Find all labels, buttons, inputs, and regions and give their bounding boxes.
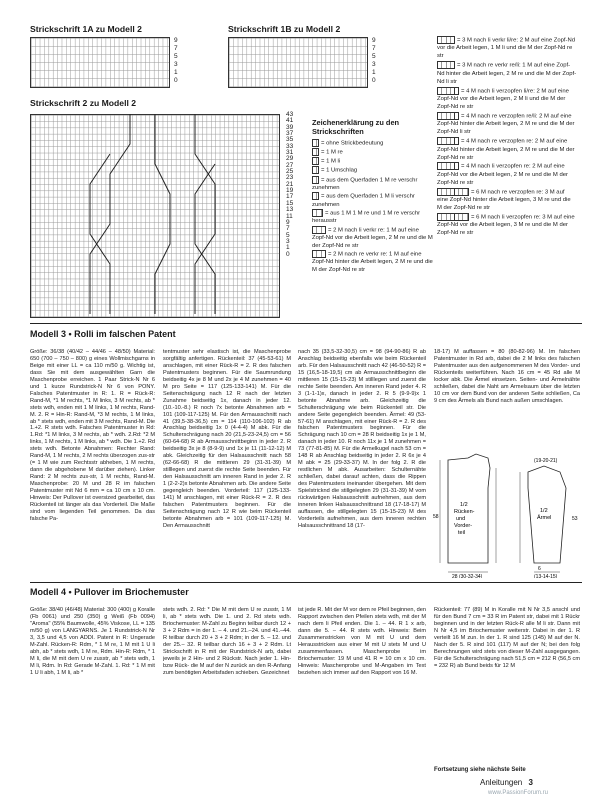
dim-13: (13-14-15)	[534, 574, 558, 578]
modell-3-col-4: 18-17) M auffassen = 80 (80-82-96) M. Im falschen Patentmuster in Rd arb, dabei die 2 M links des falschen Patentmuster aus den aufgenommenen M des Vorder- und Rückenteils weiterführen. Nach 16 cm = 45 Rd alle M locker abk. Die Ärmel einsetzen. Seiten- und Ärmelnähte schließen, dabei die Naht am Armelsaum über die letzten 10 cm vor dem Bund von der anderen Seite schließen, Ca 9 cm des Ärmels als Bund nach außen umschlagen.	[434, 349, 580, 404]
modell-4-col-2: stets wdh. 2. Rd: * Die M mit dem U re zusstr, 1 M li, ab * stets wdh. Die 1. und 2. Rd stets wdh. Briochemuster: M-Zahl zu Beginn teilbar durch 12 + 3 + 2 Rdm = in der 1. – 4. und 21.–24. und 41.–44. R teilbar durch 20 + 3 + 2 Rdm; in der 5. – 12. und der 25.– 32. R teilbar durch 16 + 3 + 2 Rdm. Lt Strickschrift in R mit der Rundstrick-N arb, dabei jeweils je 2 Hin- und 2 Rückstr. Nach jeder 1. Hin- bzw Rück- die M auf der N zurück an den R-Anfang zum benötigten Arbeitsfaden schieben. Gezeichnet	[163, 607, 291, 676]
schematic-diagram	[430, 448, 582, 578]
continued-note: Fortsetzung siehe nächste Seite	[434, 767, 526, 773]
legend-item: = 6 M nach re verzopfen re: 3 M auf eine Zopf-Nd hinter die Arbeit legen, 3 M re und die M der Zopf-Nd re str	[437, 189, 571, 212]
modell-4-title: Modell 4 • Pullover im Briochemuster	[30, 587, 189, 597]
chart-1b-title: Strickschrift 1B zu Modell 2	[228, 24, 341, 34]
legend-item: = 1 M re	[312, 148, 434, 157]
legend-item: = 6 M nach li verzopfen re: 3 M auf eine Zopf-Nd vor die Arbeit legen, 3 M re und die M der Zopf-Nd re str	[437, 214, 575, 237]
dim-58: 58	[433, 514, 439, 520]
footer-label: Anleitungen	[480, 778, 523, 787]
dim-28: 28 (30-32-34)	[452, 574, 483, 578]
legend-item: = 3 M nach re verkr re/li: 1 M auf eine Zopf-Nd hinter die Arbeit legen, 2 M re und die M der Zopf-Nd li str	[437, 62, 577, 85]
legend-item: = 1 Umschlag	[312, 166, 434, 175]
chart-1b-row-numbers: 9 7 5 3 1 0	[372, 37, 376, 84]
chart-1a-grid	[30, 37, 170, 88]
legend-item: = 2 M nach li verkr re: 1 M auf eine Zopf-Nd vor die Arbeit legen, 2 M re und die M der Zopf-Nd re str	[312, 227, 433, 249]
modell-3-col-2: tentmuster sehr elastisch ist, die Maschenprobe sorgfältig anfertigen. Rückenteil: 37 (45-53-61) M anschlagen, mit einer Rück-R = 2. R des falschen Patentmusters beginnen. Für die Saumrundung beidseitig 4x je 8 M und 2x je 4 M zunehmen = 40 M pro Seite = 117 (125-133-141) M. Für die Seitenschrägung nach 12 R nach der letzten Zunahme beidseitig 1x, danach in jeder 12. (10.-10.-8.) R noch 7x betonte Abnahmen arb = 101 (109-117-125) M. Für den Armausschnitt nach 41 (39,5-38-36,5) cm = 114 (110-106-102) R ab Anschlag beidseitig 1x 0 (4-4-4) M abk. Für die Schulterschrägung nach 20 (21,5-23-24,5) cm = 56 (60-64-68) R ab Armausschnittbeginn in jeder 2. R beidseitig 3x je 8 (8-9-9) und 1x je 11 (11-12-12) M abk. Gleichzeitig für den Halsausschnitt nach 58 (62-66-68) R die mittleren 29 (31-31-39) M stilllegen und zuerst die rechte Seite beenden. Für den Halsausschnitt am inneren Rand in jeder 2. R 1 (2-2-2)x betonte Abnahmen arb. Die andere Seite gegengleich beenden. Vorderteil: 117 (125-133-141) M anschlagen, mit einer Rück-R = 2. R des falschen Patentmusters beginnen. Für die Seitenschrägung nach 12 R wie beim Rückenteil betonte Abnahmen arb = 101 (109-117-125) M. Den Armausschnitt	[163, 349, 291, 529]
legend	[312, 118, 434, 275]
diagram-label-sleeve: 1/2 Ärmel	[537, 508, 552, 521]
chart-1a-title: Strickschrift 1A zu Modell 2	[30, 24, 142, 34]
legend-title: Zeichenerklärung zu den Strickschriften	[312, 118, 400, 136]
legend-item: = 4 M nach li verzopfen li/re: 2 M auf eine Zopf-Nd vor die Arbeit legen, 2 M li und die M der Zopf-Nd re str	[437, 88, 569, 110]
legend-item: = 2 M nach re verkr re: 1 M auf eine Zopf-Nd hinter die Arbeit legen, 2 M re und die M der Zopf-Nd re str	[312, 251, 433, 273]
modell-3-col-1: Größe: 36/38 (40/42 – 44/46 – 48/50) Material: 650 (700 – 750 – 800) g eines Wollmischgarns in Beige mit einer LL = ca 110 m/50 g. Wichtig ist, dass Sie mit dem ausgewählten Garn die Maschenprobe erreichen. 1 Paar Strick-N Nr 6 und 1 kurze Rundstrick-N Nr 6 von PONY. Falsches Patentmuster in R: 1. R = Rück-R: Rand-M, *1 M rechts, *1 M links, 3 M rechts, ab * stets wdh, enden mit 1 M links, 1 M rechts, Rand-M. 2. R = Hin-R: Rand-M, *3 M rechts, 1 M links, ab * stets wdh, enden mit 3 M rechts, Rand-M. Die 1.+2. R stets wdh. Falsches Patentmuster in Rd: 1.Rd: *1 M links, 3 M rechts, ab * wdh. 2.Rd: *2 M links, 1 M rechts, 1 M links, ab * wdh. Die 1.+2. Rd stets wdh. Betonte Abnahmen: Rechter Rand: Rand-M, 1 M rechts, 2 M rechts überzogen zus-str (= 1 M wie zum Rechtsstr abheben, 1 M rechts, dann die abgehobene M darüber ziehen). Linker Rand: 2 M rechts zus-str, 1 M rechts, Rand-M. Maschenprobe: 20 M und 28 R im falschen Patentmuster mit Nd 6 mm = ca 10 cm x 10 cm. Hinweis: Der Pullover ist oversized gearbeitet, das Rückenteil ist länger als das Vorderteil. Die Maße sind vom liegenden Teil genommen. Da das falsche Pa-	[30, 349, 155, 522]
section-rule	[30, 323, 582, 324]
chart-2-row-numbers: 43 41 39 37 35 33 31 29 27 25 23 21 19 17 15 13 11 9 7 5 3 1 0	[286, 111, 294, 258]
legend-item: = 1 M li	[312, 157, 434, 166]
chart-1a-row-numbers: 9 7 5 3 1 0	[174, 37, 178, 84]
legend-item: = aus dem Querfaden 1 M re verschr zunehmen	[312, 177, 418, 191]
legend-item: = 4 M nach re verzopfen re: 2 M auf eine Zopf-Nd hinter die Arbeit legen, 2 M re und die M der Zopf-Nd re str	[437, 138, 575, 161]
section-rule	[30, 582, 582, 583]
legend-item: = aus dem Querfaden 1 M li verschr zunehmen	[312, 193, 415, 208]
dim-6: 6	[538, 566, 541, 572]
page-number: 3	[528, 778, 533, 787]
legend-item: = 4 M nach re verzopfen re/li: 2 M auf eine Zopf-Nd hinter die Arbeit legen, 2 M re und die M der Zopf-Nd li str	[437, 113, 575, 136]
legend-item: = aus 1 M 1 M re und 1 M re verschr herausstr	[312, 210, 421, 225]
watermark: www.PassionForum.ru	[488, 790, 549, 796]
legend-item: = 3 M nach li verkr li/re: 2 M auf eine Zopf-Nd vor die Arbeit legen, 1 M li und die M der Zopf-Nd re str	[437, 37, 576, 60]
legend-item: = 4 M nach li verzopfen re: 2 M auf eine Zopf-Nd vor die Arbeit legen, 2 M re und die M der Zopf-Nd re str	[437, 163, 568, 186]
dim-sleeve-top: (19-20-21)	[534, 458, 558, 464]
modell-4-col-1: Größe: 38/40 (46/48) Material: 300 (400) g Koralle (Fb 0061) und 250 (350) g Weiß (Fb 0094) "Aroma" (55% Baumwolle, 45% Viskose, LL = 135 m/50 g) von LANGYARNS. Je 1 Rundstrick-N Nr 3, 3,5 und 4,5 von ADDI. Patent in R: Ungerade M-Zahl. Rücken-R: Rdm, * 1 M re, 1 M mit 1 U li abh, ab * stets wdh, 1 M re, Rdm. Hin-R: Rdm, * 1 M li, die M mit dem U re zusstr, ab * stets wdh, 1 M li, Rdm. In Rd: Gerade M-Zahl. 1. Rd: * 1 M mit 1 U li abh, 1 M li, ab *	[30, 607, 155, 676]
legend-item: = ohne Strickbedeutung	[312, 139, 434, 148]
diagram-label-back: 1/2 Rücken-und Vorder-teil	[454, 502, 475, 536]
page-footer	[480, 778, 533, 787]
modell-3-title: Modell 3 • Rolli im falschen Patent	[30, 329, 176, 339]
dim-53: 53	[572, 516, 578, 522]
modell-4-col-4: Rückenteil: 77 (89) M in Koralle mit N Nr 3,5 anschl und für den Bund 7 cm = 33 R im Patent str, dabei mit 1 Rückr beginnen und in der letzten Rück-R alle M li str. Dann mit N Nr 4,5 im Briochemuster weiterstr. Dabei in der 1. R verteilt 16 M zun. In der 1. R sind 125 (145) M auf der N. Nach der 5. R sind 101 (117) M auf der N; bei den folg Berechnungen wird stets von dieser M-Zahl ausgegangen. Für die Schulterschrägung nach 51,5 cm = 212 R (56,5 cm = 232 R) ab Bund beids für 12 M	[434, 607, 580, 669]
legend-right	[437, 36, 577, 238]
modell-4-col-3: ist jede R. Mit der M vor dem re Pfeil beginnen, den Rapport zwischen den Pfeilen stets wdh, mit der M nach dem li Pfeil enden. Die 1. – 44. R 1 x arb, dann die 5. – 44. R stets wdh. Hinweis: Beim Zusammenstricken von M mit U und dem Herausstricken aus einer M mit U stets M und U zusammenfassen. Maschenprobe im Briochemuster: 19 M und 41 R = 10 cm x 10 cm. Hinweis: Maschenprobe und M-Angaben im Text beziehen sich immer auf den Rapport von 16 M.	[298, 607, 426, 676]
chart-2-cables	[30, 114, 280, 318]
chart-1b-grid	[228, 37, 368, 88]
chart-2-title: Strickschrift 2 zu Modell 2	[30, 98, 137, 108]
modell-3-col-3: nach 35 (33,5-32-30,5) cm = 98 (94-90-86) R ab Anschlag beidseitig ebenfalls wie beim Rückenteil arb. Für den Halsausschnitt nach 42 (46-50-52) R = 15 (16,5-18-19,5) cm ab Armausschnittbeginn die mittleren 15 (15-15-23) M stilllegen und zuerst die rechte Seite beenden. Am inneren Rand jeder 4. R 3 (1-1-1)x, danach in jeder 2. R 5 (9-9-9)x 1 betonte Abnahme arb. Gleichzeitig die Schulterschrägung wie beim Rückenteil str. Die andere Seite gegengleich beenden. Ärmel: 49 (53-57-61) M anschlagen, mit einer Rück-R = 2. R des falschen Patentmusters beginnen. Für die Schrägung nach 10 cm = 28 R beidseitig 1x je 1 M, danach in jeder 10. R noch 11x je 1 M zunehmen = 73 (77-81-85) M. Für die Armelkugel nach 53 cm = 148 R ab Anschlag beidseitig in jeder 2. R 6x je 4 M abk = 25 (29-33-37) M. In der folg 2. R die restlichen M abk. Ausarbeiten: Schulternähte schließen, dabei darauf achten, dass die Rippen des Patentmusters ineinander übergehen. Mit dem Spielstricknd die stillgelegten 29 (31-31-39) M vom rückwärtigen Halsausschnitt aufnehmen, aus dem inneren linken Halsausschnittrand 18 (17-18-17) M auffassen, die stillgelegten 15 (15-15-23) M des Vorderteils aufnehmen, aus dem inneren rechten Halsausschnittrand 18 (17-	[298, 349, 426, 529]
